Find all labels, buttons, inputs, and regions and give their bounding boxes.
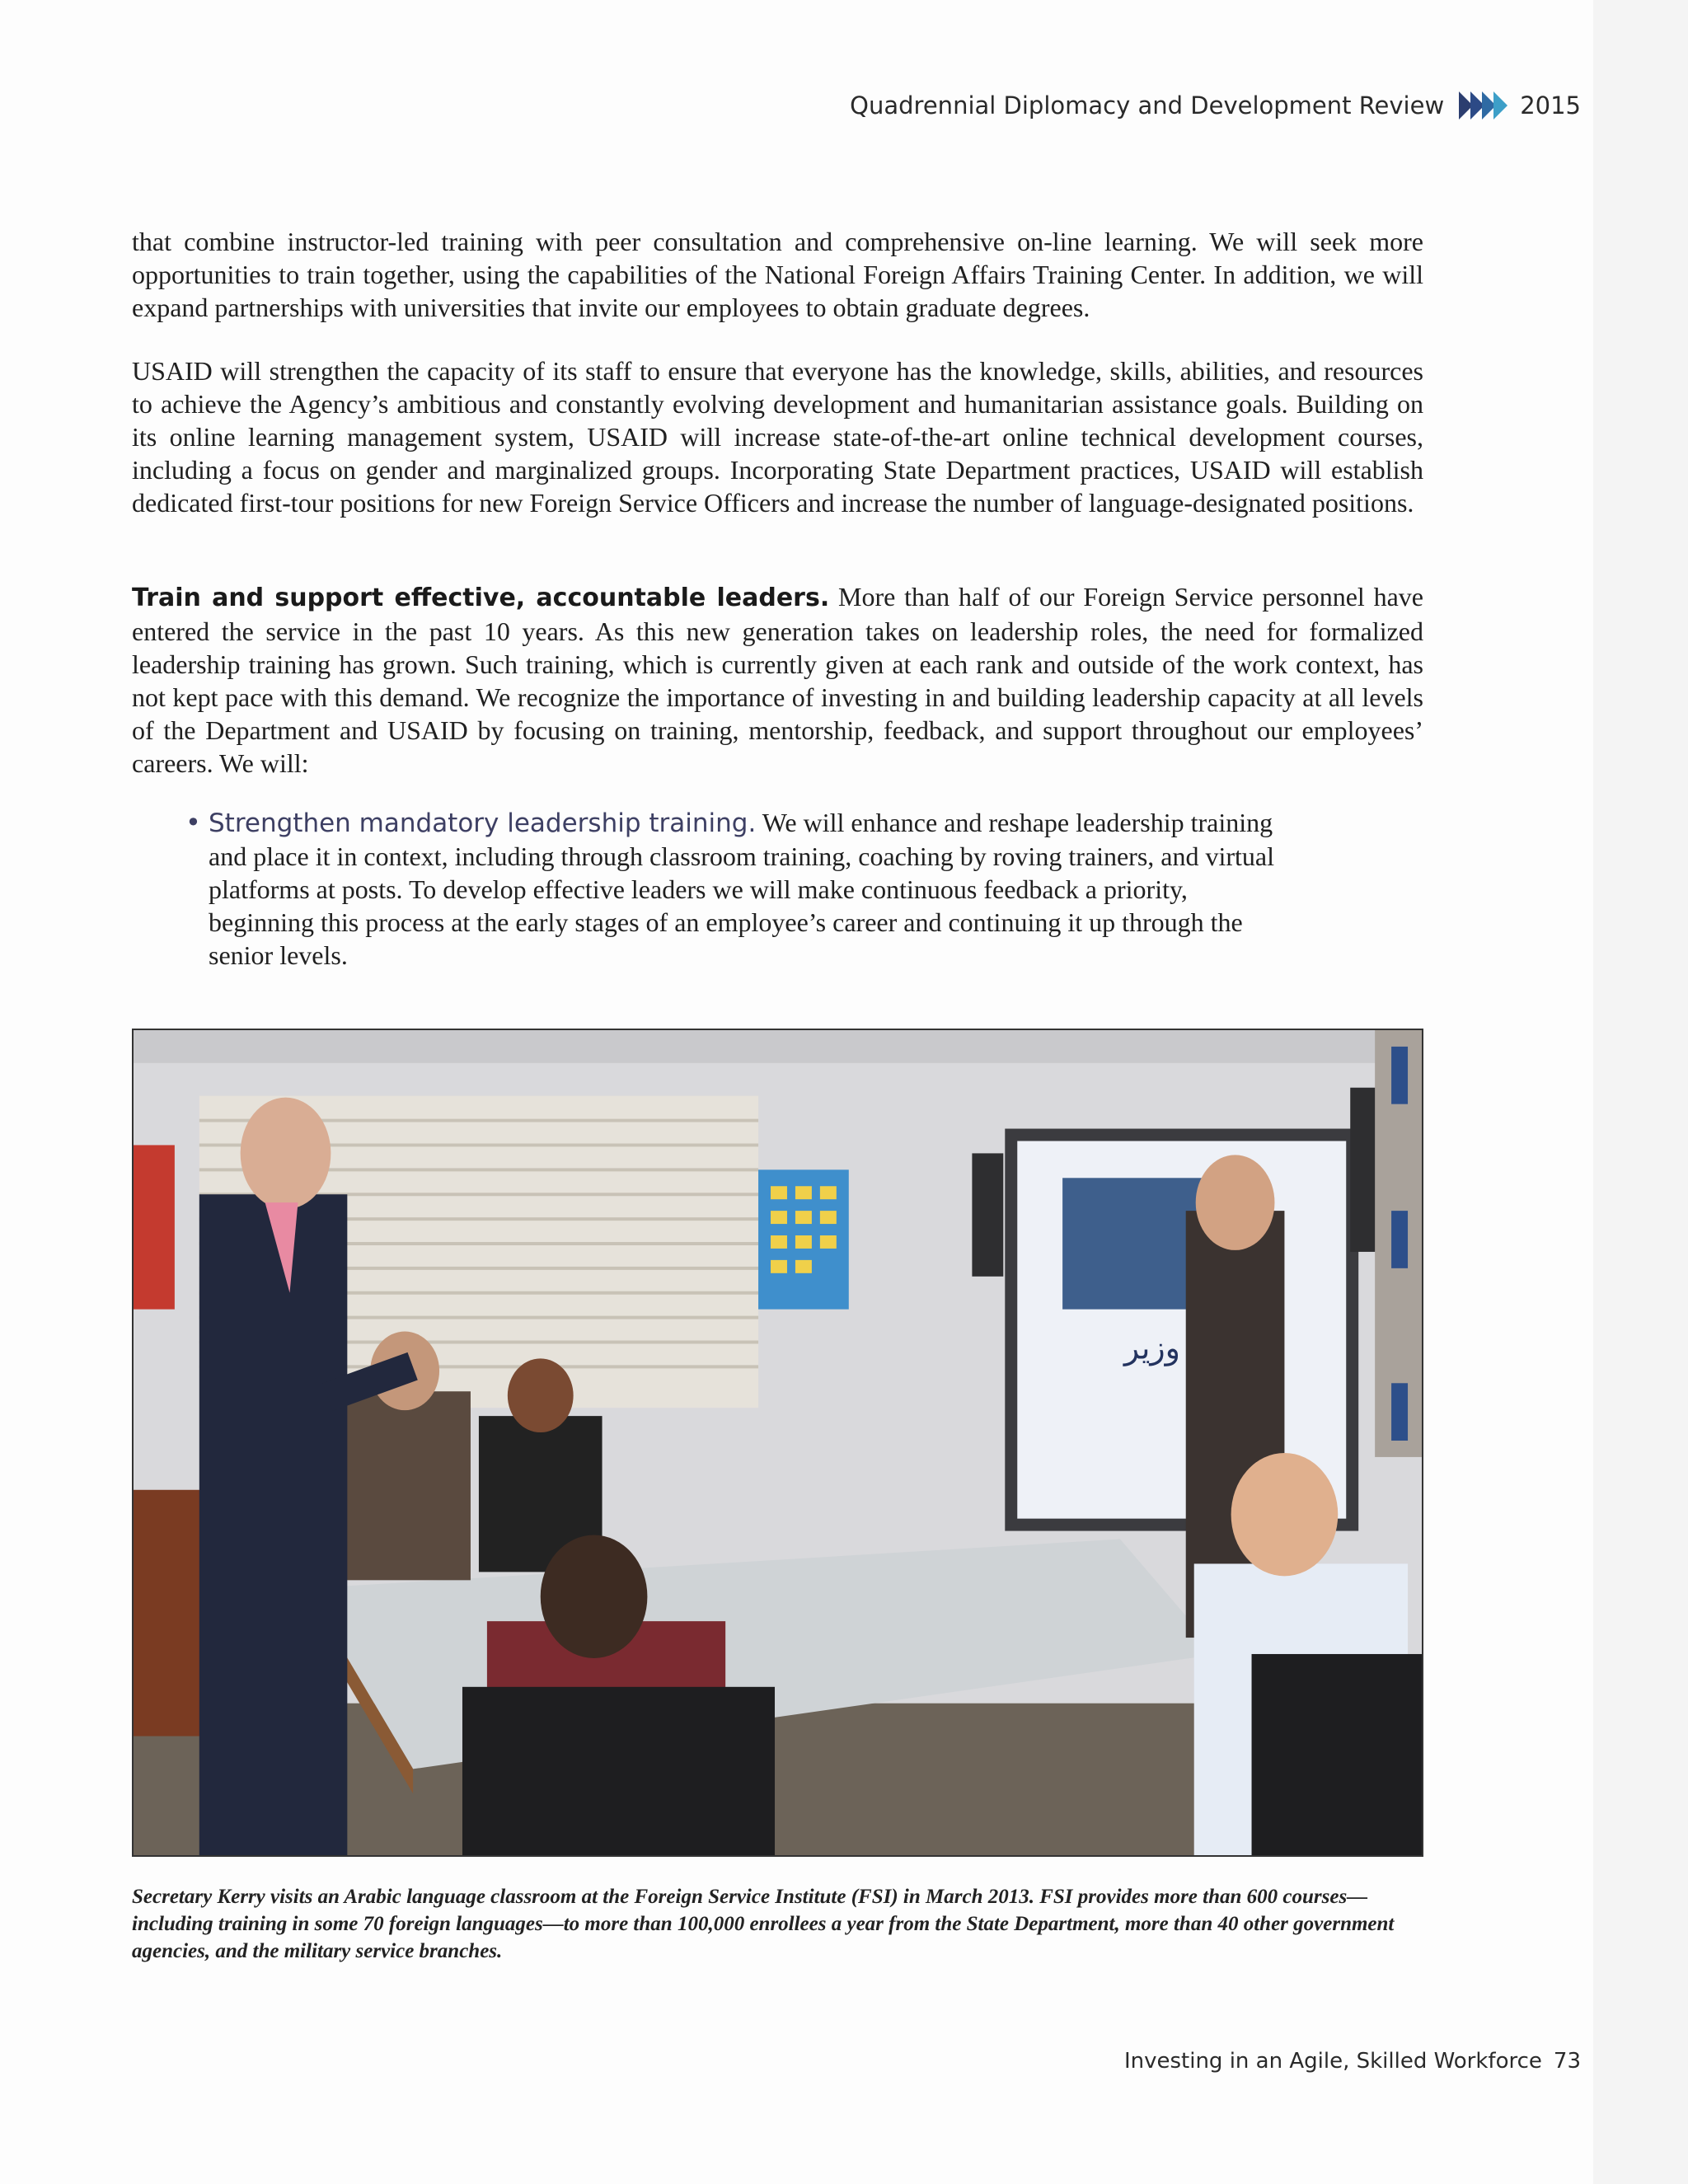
page-number: 73 (1553, 2049, 1581, 2074)
bullet-body: We will enhance and reshape leadership training and place it in context, including through classroom training, coaching by roving trainers, and virtual platforms at posts. To develop effective leaders we will make continuous feedback a priority, beginning this process at the early stages of an employee’s career and continuing it up through the senior levels. (209, 808, 1274, 970)
photo-caption: Secretary Kerry visits an Arabic language classroom at the Foreign Service Institute (FSI) in March 2013. FSI provides more than 600 courses—including training in some 70 foreign languages—to more than 100,000 enrollees a year from the State Department, more than 40 other government agencies, and the military service branches. (132, 1886, 1395, 1962)
paragraph-text: USAID will strengthen the capacity of its staff to ensure that everyone has the knowledge, skills, abilities, and resources to achieve the Agency’s ambitious and constantly evolving development and humanitarian assistance goals. Building on its online learning management system, USAID will increase state-of-the-art online technical development courses, including a focus on gender and marginalized groups. Incorporating State Department practices, USAID will establish dedicated first-tour positions for new Foreign Service Officers and increase the number of language-designated positions. (132, 356, 1423, 518)
header-year: 2015 (1520, 91, 1581, 120)
header-title: Quadrennial Diplomacy and Development Review (850, 91, 1445, 120)
bullet-item (185, 806, 1298, 972)
whiteboard-arabic-text: وزير (1123, 1329, 1180, 1366)
footer-section-title: Investing in an Agile, Skilled Workforce (1123, 2049, 1542, 2074)
paragraph-text (132, 580, 1423, 780)
paragraph-training (132, 225, 1423, 324)
paragraph-text: that combine instructor-led training with peer consultation and comprehensive on-line learning. We will seek more opportunities to train together, using the capabilities of the National Foreign Affairs Training Center. In addition, we will expand partnerships with universities that invite our employees to obtain graduate degrees. (132, 227, 1423, 322)
paragraph-body: More than half of our Foreign Service personnel have entered the service in the past 10 years. As this new generation takes on leadership roles, the need for formalized leadership training has grown. Such training, which is currently given at each rank and outside of the work context, has not kept pace with this demand. We recognize the importance of investing in and building leadership capacity at all levels of the Department and USAID by focusing on training, mentorship, feedback, and support throughout our employees’ careers. We will: (132, 582, 1424, 778)
classroom-photo (132, 1029, 1423, 1857)
running-header (850, 89, 1581, 122)
paragraph-leaders (132, 580, 1423, 780)
classroom-photo-illustration (134, 1030, 1422, 1855)
running-footer (1124, 2049, 1581, 2074)
bullet-text (185, 806, 1298, 972)
bullet-heading: Strengthen mandatory leadership training. (209, 808, 757, 838)
page-edge-strip (1593, 0, 1688, 2184)
paragraph-usaid (132, 354, 1423, 519)
paragraph-lead-heading: Train and support effective, accountable leaders. (132, 583, 830, 612)
chevron-arrows-icon (1459, 91, 1505, 120)
bullet-marker: • (185, 807, 201, 838)
